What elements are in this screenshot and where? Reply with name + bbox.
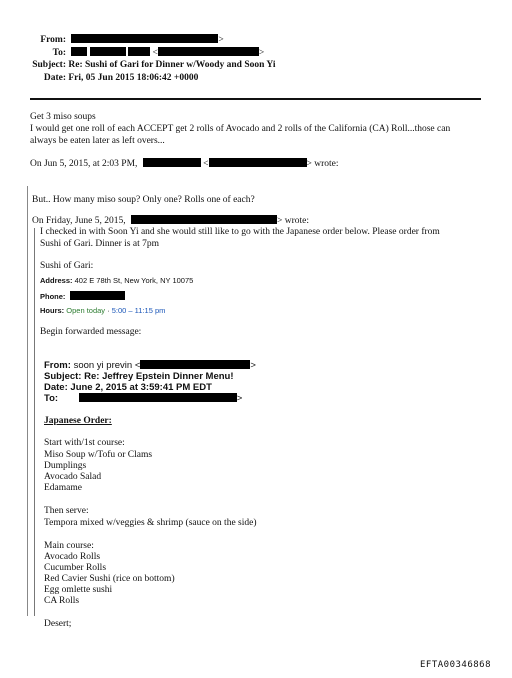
phone-label: Phone: (40, 292, 66, 301)
hours-separator: · (107, 306, 110, 315)
fwd-from-label: From: (44, 360, 71, 371)
order-item: Red Cavier Sushi (rice on bottom) (44, 574, 175, 584)
redaction-bar (209, 158, 307, 167)
fwd-date-label: Date: (44, 382, 68, 393)
start-course-label: Start with/1st course: (44, 438, 125, 448)
hours-status: Open today (66, 306, 106, 315)
redaction-bar (70, 291, 125, 300)
order-item: Miso Soup w/Tofu or Clams (44, 450, 153, 460)
restaurant-name: Sushi of Gari: (40, 261, 94, 271)
header-divider (30, 98, 481, 100)
restaurant-address (40, 276, 193, 285)
redaction-bar (128, 47, 150, 56)
quote2-attribution-start: On Friday, June 5, 2015, (32, 216, 126, 226)
order-item: Avocado Salad (44, 472, 102, 482)
reply-line-3: always be eaten later as left overs... (30, 136, 165, 146)
quote1-attribution-start: On Jun 5, 2015, at 2:03 PM, (30, 159, 138, 169)
header-subject-row (18, 60, 276, 72)
redaction-bar (90, 47, 126, 56)
main-course-label: Main course: (44, 541, 94, 551)
fwd-date-value: June 2, 2015 at 3:59:41 PM EDT (70, 382, 212, 393)
header-subject-value: Re: Sushi of Gari for Dinner w/Woody and Soon Yi (68, 60, 276, 70)
fwd-from-name: soon yi previn (73, 360, 133, 371)
restaurant-phone (40, 291, 125, 301)
header-to-label: To: (52, 48, 66, 58)
order-item: Dumplings (44, 461, 87, 471)
order-item: CA Rolls (44, 596, 80, 606)
reply-line-1: Get 3 miso soups (30, 112, 96, 122)
quote1-bar (27, 186, 28, 616)
redaction-bar (143, 158, 201, 167)
header-from-label: From: (40, 35, 66, 45)
quote2-line-2: Sushi of Gari. Dinner is at 7pm (40, 239, 160, 249)
order-item: Edamame (44, 483, 82, 493)
redaction-bar (131, 215, 277, 224)
fwd-subject-value: Re: Jeffrey Epstein Dinner Menu! (84, 371, 234, 382)
fwd-subject-row (44, 371, 234, 383)
address-value: 402 E 78th St, New York, NY 10075 (74, 276, 194, 285)
redaction-bar (158, 47, 259, 56)
header-date-row (18, 73, 198, 85)
hours-label: Hours: (40, 306, 65, 315)
quote2-line-1: I checked in with Soon Yi and she would still like to go with the Japanese order below. Please order from (40, 227, 440, 237)
order-heading: Japanese Order: (44, 416, 112, 426)
fwd-date-row (44, 382, 212, 394)
hours-time: 5:00 – 11:15 pm (111, 306, 166, 315)
reply-line-2: I would get one roll of each ACCEPT get 2 rolls of Avocado and 2 rolls of the California (CA) Roll...those can (30, 124, 451, 134)
address-label: Address: (40, 276, 73, 285)
desert-label: Desert; (44, 619, 72, 629)
document-id: EFTA00346868 (420, 660, 492, 670)
order-item: Cucumber Rolls (44, 563, 107, 573)
header-from-row: From: > (18, 34, 224, 47)
fwd-to-row: To: > (44, 393, 243, 404)
header-to-row: To: < > (18, 47, 264, 60)
order-item: Tempora mixed w/veggies & shrimp (sauce on the side) (44, 518, 257, 528)
order-item: Avocado Rolls (44, 552, 101, 562)
header-date-label: Date: (43, 73, 66, 83)
fwd-to-label: To: (44, 393, 59, 404)
quote1-attribution: On Jun 5, 2015, at 2:03 PM, < > wrote: (30, 159, 339, 169)
quote2-bar (34, 228, 35, 616)
order-item: Egg omlette sushi (44, 585, 113, 595)
quote2-attribution: On Friday, June 5, 2015, > wrote: (32, 216, 309, 226)
then-serve-label: Then serve: (44, 506, 89, 516)
redaction-bar (140, 360, 250, 369)
begin-forwarded: Begin forwarded message: (40, 327, 142, 337)
quote1-body: But.. How many miso soup? Only one? Rolls one of each? (32, 195, 255, 205)
restaurant-hours (40, 306, 165, 315)
fwd-from-row: From: soon yi previn < > (44, 360, 256, 371)
header-date-value: Fri, 05 Jun 2015 18:06:42 +0000 (68, 73, 199, 83)
quote2-attribution-end: wrote: (284, 216, 309, 226)
redaction-bar (71, 47, 87, 56)
redaction-bar (71, 34, 218, 43)
fwd-subject-label: Subject: (44, 371, 82, 382)
quote1-attribution-end: wrote: (314, 159, 339, 169)
redaction-bar (79, 393, 237, 402)
header-subject-label: Subject: (32, 60, 66, 70)
